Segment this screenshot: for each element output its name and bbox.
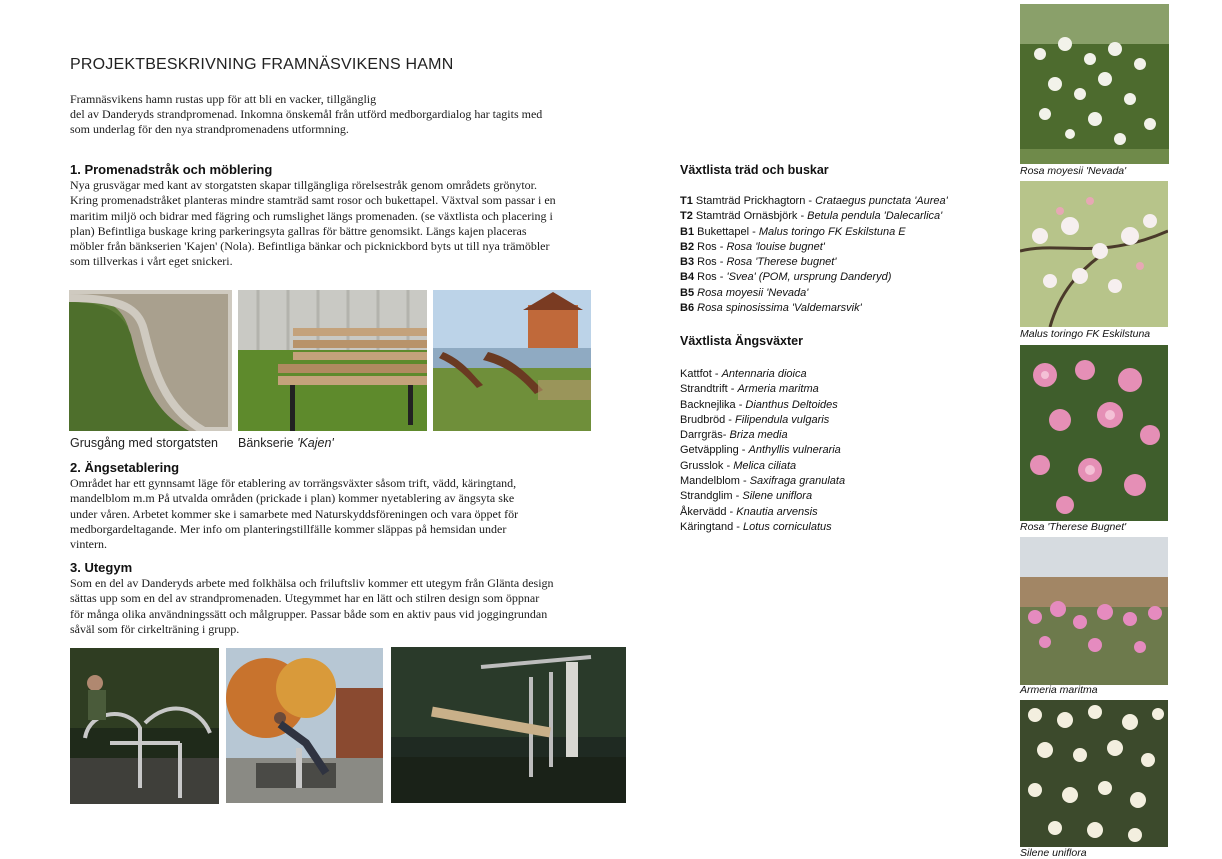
list-item: Brudbröd - Filipendula vulgaris xyxy=(680,413,830,426)
outdoor-gym-photo-3 xyxy=(391,647,626,803)
silene-uniflora-caption: Silene uniflora xyxy=(1020,847,1087,859)
list-item: B2 Ros - Rosa 'louise bugnet' xyxy=(680,240,825,253)
list-item: Getväppling - Anthyllis vulneraria xyxy=(680,444,841,457)
malus-toringo-caption: Malus toringo FK Eskilstuna xyxy=(1020,328,1151,340)
rosa-therese-caption: Rosa 'Therese Bugnet' xyxy=(1020,521,1127,533)
list-item: B6 Rosa spinosissima 'Valdemarsvik' xyxy=(680,302,862,315)
outdoor-gym-photo-2 xyxy=(226,648,383,803)
text-line: som tillverkas i vårt eget snickeri. xyxy=(70,254,233,269)
list-item: T2 Stamträd Ornäsbjörk - Betula pendula 'Dalecarlica' xyxy=(680,210,943,223)
intro-line: del av Danderyds strandpromenad. Inkomna önskemål från utförd medborgardialog har tagits med xyxy=(70,107,543,121)
section-text-meadow xyxy=(70,476,518,552)
armeria-maritima-caption: Armeria maritma xyxy=(1020,684,1098,696)
section-text-outdoor-gym xyxy=(70,576,554,637)
text-line: för många olika användningssätt och målgrupper. Passar både som en aktiv paus vid joggingrundan xyxy=(70,606,548,621)
list-item: B1 Bukettapel - Malus toringo FK Eskilstuna E xyxy=(680,225,906,238)
text-line: såväl som för cirkelträning i grupp. xyxy=(70,621,240,636)
list-item: B3 Ros - Rosa 'Therese bugnet' xyxy=(680,256,837,269)
text-line: maritim miljö och bidrar med fägring och rumslighet längs promenaden. (se växtlista och placering i xyxy=(70,208,553,223)
rosa-nevada-caption: Rosa moyesii 'Nevada' xyxy=(1020,165,1127,177)
gravel-path-caption: Grusgång med storgatsten xyxy=(70,436,218,450)
bench-caption xyxy=(238,436,334,450)
page-title: PROJEKTBESKRIVNING FRAMNÄSVIKENS HAMN xyxy=(70,56,454,73)
list-item: Kattfot - Antennaria dioica xyxy=(680,368,807,380)
bench-caption-name: 'Kajen' xyxy=(297,436,334,450)
list-item: Mandelblom - Saxifraga granulata xyxy=(680,475,846,488)
meadow-list xyxy=(680,367,845,535)
text-line: Som en del av Danderyds arbete med folkhälsa och friluftsliv kommer ett utegym från Glänta design xyxy=(70,576,554,590)
bench-caption-prefix: Bänkserie xyxy=(238,436,298,450)
list-item: Strandglim - Silene uniflora xyxy=(680,490,813,503)
text-line: möbler från bänkserien 'Kajen' (Nola). Befintliga bänkar och picknickbord byts ut till nya trämöbler xyxy=(70,239,550,254)
silene-uniflora-photo xyxy=(1020,700,1168,847)
text-line: medborgardeltagande. Mer info om planteringstillfälle kommer släppas på hemsidan under xyxy=(70,521,507,536)
section-heading-promenade: 1. Promenadstråk och möblering xyxy=(70,162,273,177)
list-item: Strandtrift - Armeria maritma xyxy=(680,383,819,396)
intro-line: Framnäsvikens hamn rustas upp för att bli en vacker, tillgänglig xyxy=(70,92,377,106)
text-line: under våren. Arbetet kommer ske i samarbete med Naturskyddsföreningen och vara öppet för xyxy=(70,506,519,521)
armeria-maritima-photo xyxy=(1020,537,1168,685)
text-line: Området har ett gynnsamt läge för etablering av torrängsväxter såsom trift, vädd, käringtand, xyxy=(70,476,517,490)
outdoor-gym-photo-1 xyxy=(70,648,219,804)
trees-list xyxy=(680,194,948,316)
rosa-therese-photo xyxy=(1020,345,1168,521)
list-item: Darrgräs- Briza media xyxy=(680,429,788,442)
list-item: Åkervädd - Knautia arvensis xyxy=(680,505,818,518)
bench-kajen-photo xyxy=(238,290,427,431)
meadow-list-heading: Växtlista Ängsväxter xyxy=(680,334,803,348)
benches-waterfront-photo xyxy=(433,290,591,431)
rosa-nevada-photo xyxy=(1020,4,1169,164)
text-line: Kring promenadstråket planteras mindre stamträd samt rosor och bukettapel. Växtval som passar i en xyxy=(70,193,556,208)
list-item: Grusslok - Melica ciliata xyxy=(680,459,797,472)
list-item: T1 Stamträd Prickhagtorn - Crataegus punctata 'Aurea' xyxy=(680,195,948,207)
list-item: Backnejlika - Dianthus Deltoides xyxy=(680,398,838,411)
list-item: Käringtand - Lotus corniculatus xyxy=(680,520,832,533)
trees-list-heading: Växtlista träd och buskar xyxy=(680,163,829,177)
section-text-promenade xyxy=(70,178,556,270)
malus-toringo-photo xyxy=(1020,181,1168,327)
intro-paragraph xyxy=(70,92,590,137)
section-heading-meadow: 2. Ängsetablering xyxy=(70,460,180,475)
text-line: vintern. xyxy=(70,537,107,552)
text-line: mandelblom m.m På utvalda områden (prickade i plan) kommer nyetablering av ängsyta ske xyxy=(70,491,515,506)
list-item: B4 Ros - 'Svea' (POM, ursprung Danderyd) xyxy=(680,271,892,284)
gravel-path-photo xyxy=(69,290,232,431)
text-line: plan) Befintliga buskage kring parkeringsyta gallras för bättre genomsikt. Längs kajen placeras xyxy=(70,223,527,238)
intro-line: som underlag för den nya strandpromenadens utformning. xyxy=(70,122,349,136)
list-item: B5 Rosa moyesii 'Nevada' xyxy=(680,286,809,299)
text-line: sättas upp som en del av strandpromenaden. Utegymmet har en lätt och stilren design som öppnar xyxy=(70,591,540,606)
section-heading-outdoor-gym: 3. Utegym xyxy=(70,560,133,575)
text-line: Nya grusvägar med kant av storgatsten skapar tillgängliga rörelsestråk genom områdets grönytor. xyxy=(70,178,537,192)
